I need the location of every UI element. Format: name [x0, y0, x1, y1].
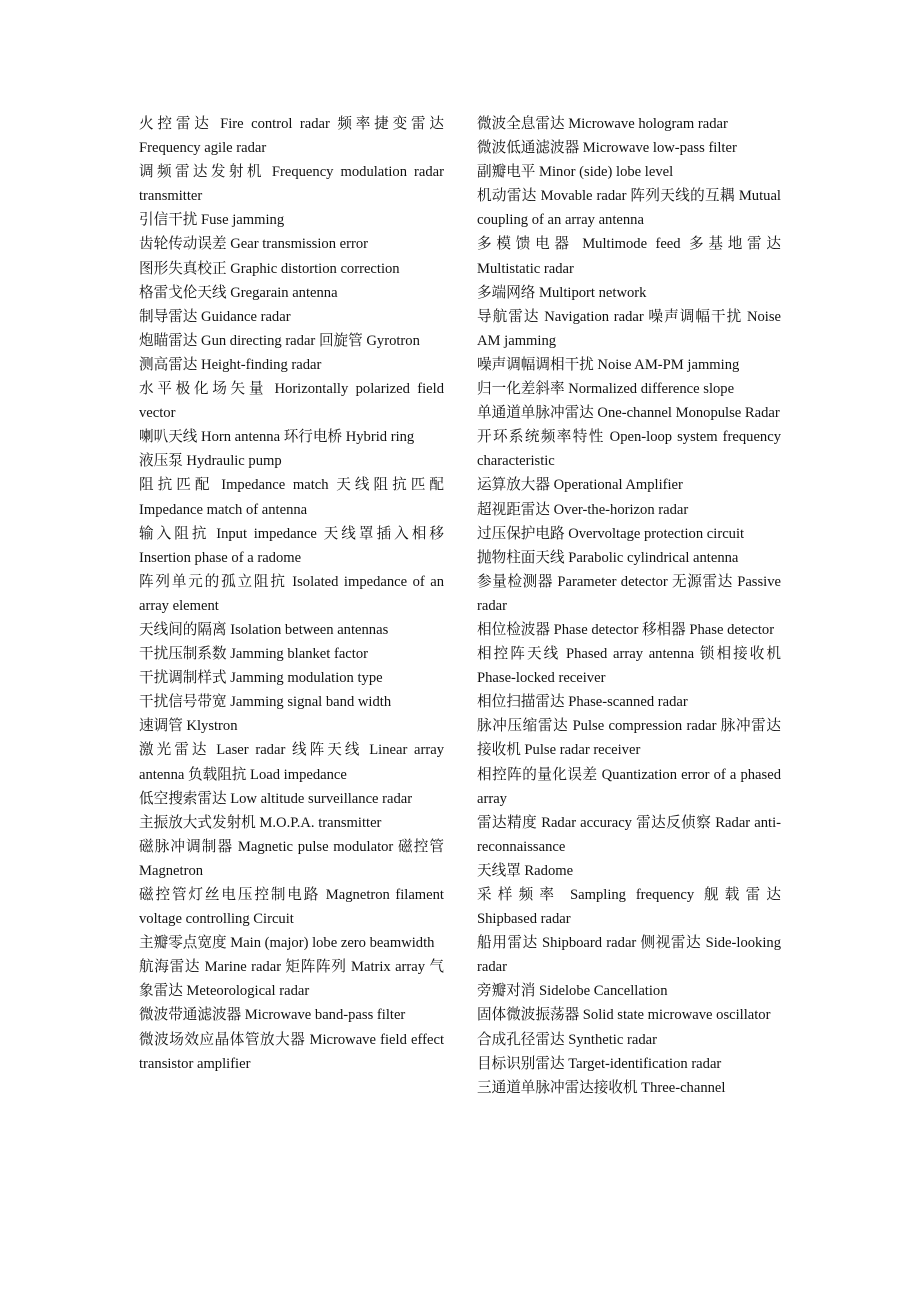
glossary-entry: 主瓣零点宽度 Main (major) lobe zero beamwidth	[139, 935, 435, 952]
glossary-entry: 水平极化场矢量 Horizontally polarized field vector	[139, 381, 444, 422]
glossary-entry: 激光雷达 Laser radar 线阵天线 Linear array antenna 负载阻抗 Load impedance	[139, 742, 444, 783]
glossary-entry: 旁瓣对消 Sidelobe Cancellation	[477, 983, 668, 1000]
glossary-entry: 齿轮传动误差 Gear transmission error	[139, 236, 368, 253]
glossary-entry: 合成孔径雷达 Synthetic radar	[477, 1031, 657, 1048]
glossary-entry: 雷达精度 Radar accuracy 雷达反侦察 Radar anti-reconnaissance	[477, 814, 781, 855]
glossary-entry: 固体微波振荡器 Solid state microwave oscillator	[477, 1007, 771, 1024]
glossary-entry: 相位扫描雷达 Phase-scanned radar	[477, 694, 688, 711]
glossary-entry: 抛物柱面天线 Parabolic cylindrical antenna	[477, 549, 739, 566]
glossary-entry: 机动雷达 Movable radar 阵列天线的互耦 Mutual coupling of an array antenna	[477, 188, 781, 229]
glossary-entry: 调频雷达发射机 Frequency modulation radar transmitter	[139, 164, 444, 205]
glossary-entry: 超视距雷达 Over-the-horizon radar	[477, 501, 689, 518]
glossary-entry: 开环系统频率特性 Open-loop system frequency characteristic	[477, 429, 781, 470]
glossary-entry: 阵列单元的孤立阻抗 Isolated impedance of an array element	[139, 573, 444, 614]
glossary-entry: 微波带通滤波器 Microwave band-pass filter	[139, 1007, 406, 1024]
glossary-entry: 三通道单脉冲雷达接收机 Three-channel	[477, 1079, 726, 1096]
glossary-entry: 速调管 Klystron	[139, 718, 238, 735]
glossary-entry: 火控雷达 Fire control radar 频率捷变雷达 Frequency agile radar	[139, 116, 444, 157]
glossary-entry: 微波全息雷达 Microwave hologram radar	[477, 116, 728, 132]
glossary-entry: 引信干扰 Fuse jamming	[139, 212, 285, 229]
glossary-entry: 脉冲压缩雷达 Pulse compression radar 脉冲雷达接收机 Pulse radar receiver	[477, 718, 781, 759]
glossary-entry: 测高雷达 Height-finding radar	[139, 356, 322, 373]
glossary-entry: 过压保护电路 Overvoltage protection circuit	[477, 525, 745, 542]
glossary-entry: 图形失真校正 Graphic distortion correction	[139, 260, 400, 277]
glossary-entry: 格雷戈伦天线 Gregarain antenna	[139, 284, 338, 301]
glossary-entry: 相控阵的量化误差 Quantization error of a phased array	[477, 766, 781, 807]
glossary-entry: 干扰信号带宽 Jamming signal band width	[139, 694, 392, 711]
glossary-entry: 参量检测器 Parameter detector 无源雷达 Passive radar	[477, 573, 781, 614]
glossary-entry: 主振放大式发射机 M.O.P.A. transmitter	[139, 814, 382, 831]
glossary-entry: 天线间的隔离 Isolation between antennas	[139, 621, 389, 638]
glossary-entry: 目标识别雷达 Target-identification radar	[477, 1055, 722, 1072]
glossary-entry: 阻抗匹配 Impedance match 天线阻抗匹配 Impedance match of antenna	[139, 477, 444, 518]
glossary-entry: 运算放大器 Operational Amplifier	[477, 477, 683, 494]
glossary-entry: 喇叭天线 Horn antenna 环行电桥 Hybrid ring	[139, 429, 415, 446]
glossary-entry: 多模馈电器 Multimode feed 多基地雷达 Multistatic radar	[477, 236, 781, 277]
glossary-entry: 多端网络 Multiport network	[477, 284, 647, 301]
glossary-entry: 相位检波器 Phase detector 移相器 Phase detector	[477, 621, 775, 638]
glossary-entry: 磁控管灯丝电压控制电路 Magnetron filament voltage controlling Circuit	[139, 887, 444, 928]
glossary-entry: 相控阵天线 Phased array antenna 锁相接收机 Phase-locked receiver	[477, 646, 781, 687]
glossary-entry: 噪声调幅调相干扰 Noise AM-PM jamming	[477, 356, 740, 373]
glossary-entry: 低空搜索雷达 Low altitude surveillance radar	[139, 790, 413, 807]
glossary-entry: 炮瞄雷达 Gun directing radar 回旋管 Gyrotron	[139, 332, 420, 349]
glossary-entry: 船用雷达 Shipboard radar 侧视雷达 Side-looking radar	[477, 935, 781, 976]
glossary-entry: 液压泵 Hydraulic pump	[139, 453, 282, 470]
glossary-entry: 输入阻抗 Input impedance 天线罩插入相移 Insertion phase of a radome	[139, 525, 444, 566]
glossary-entry: 微波低通滤波器 Microwave low-pass filter	[477, 140, 737, 157]
glossary-entry: 单通道单脉冲雷达 One-channel Monopulse Radar	[477, 405, 780, 422]
right-column	[477, 112, 781, 1100]
glossary-entry: 采样频率 Sampling frequency 舰载雷达 Shipbased radar	[477, 887, 781, 928]
glossary-entry: 制导雷达 Guidance radar	[139, 308, 291, 325]
glossary-entry: 副瓣电平 Minor (side) lobe level	[477, 164, 674, 181]
glossary-entry: 航海雷达 Marine radar 矩阵阵列 Matrix array 气象雷达 Meteorological radar	[139, 959, 444, 1000]
glossary-entry: 微波场效应晶体管放大器 Microwave field effect transistor amplifier	[139, 1031, 444, 1072]
glossary-entry: 导航雷达 Navigation radar 噪声调幅干扰 Noise AM jamming	[477, 308, 781, 349]
glossary-entry: 天线罩 Radome	[477, 862, 574, 879]
glossary-entry: 归一化差斜率 Normalized difference slope	[477, 381, 735, 398]
glossary-entry: 干扰调制样式 Jamming modulation type	[139, 670, 383, 687]
left-column	[139, 112, 444, 1076]
glossary-entry: 磁脉冲调制器 Magnetic pulse modulator 磁控管 Magnetron	[139, 838, 444, 879]
glossary-entry: 干扰压制系数 Jamming blanket factor	[139, 646, 368, 663]
